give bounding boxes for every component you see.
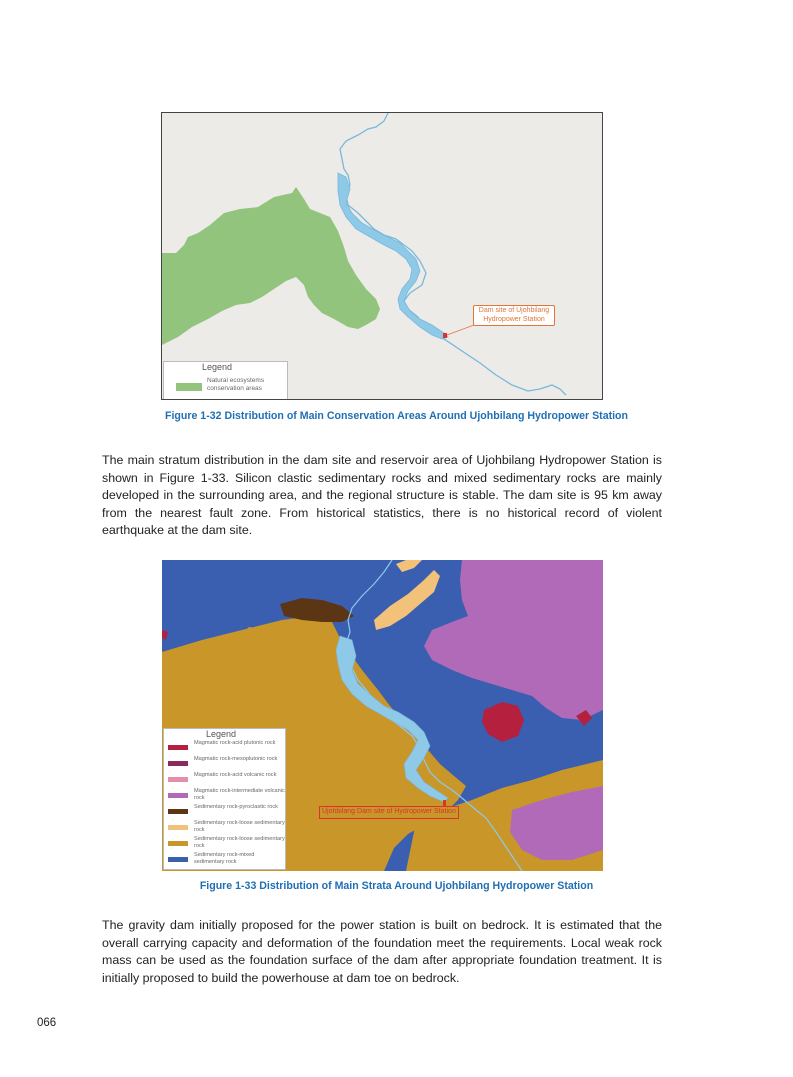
body-paragraph-2: The gravity dam initially proposed for the power station is built on bedrock. It is estimated that the overall carrying capacity and deformation of the foundation meet the requirements. Local weak rock mass can be used as the foundation surface of the dam after appropriate foundation treatment. It is initially proposed to build the powerhouse at dam toe on bedrock.: [102, 918, 662, 985]
river: [340, 113, 566, 395]
legend: [163, 728, 286, 870]
legend-label: Magmatic rock-acid plutonic rock: [194, 740, 276, 746]
legend-title: Legend: [206, 729, 237, 739]
legend-swatch-conservation: [176, 383, 202, 391]
legend-swatch: [168, 793, 188, 798]
stratum-loose-sedimentary-light-strip: [396, 560, 422, 572]
legend-item: [168, 756, 286, 772]
conservation-map-drawing: [162, 113, 603, 400]
stratum-intermediate-volcanic: [424, 560, 603, 720]
legend-label: Sedimentary rock-pyroclastic rock: [194, 804, 278, 810]
legend-item: [168, 836, 286, 852]
figure-caption-1-33: Figure 1-33 Distribution of Main Strata Around Ujohbilang Hydropower Station: [199, 880, 594, 892]
legend-swatch: [168, 825, 188, 830]
stratum-island: [247, 627, 253, 633]
legend-item: [168, 772, 286, 788]
legend-label: Magmatic rock-acid volcanic rock: [194, 772, 277, 778]
page-number: 066: [37, 1017, 57, 1029]
legend-label: Sedimentary rock-loose sedimentary rock: [194, 836, 285, 849]
dam-site-label: Ujohbilang Dam site of Hydropower Station: [319, 806, 459, 819]
legend-item: [168, 740, 286, 756]
label-leader: [447, 325, 474, 335]
strata-map: [162, 560, 603, 871]
legend-item: [168, 852, 286, 868]
legend-label-conservation: Natural ecosystems conservation areas: [207, 377, 265, 392]
stratum-island: [254, 634, 259, 639]
stratum-acid-plutonic-dot: [162, 630, 168, 640]
legend-item: [168, 820, 286, 836]
legend-list: [168, 740, 286, 868]
stratum-loose-sedimentary-light: [374, 570, 440, 630]
legend-item: [168, 788, 286, 804]
stratum-mixed-sedimentary-patch: [352, 618, 376, 638]
dam-site-label: Dam site of Ujohbilang Hydropower Station: [473, 305, 555, 326]
legend-swatch: [168, 841, 188, 846]
legend-label: Sedimentary rock-loose sedimentary rock: [194, 820, 285, 833]
legend-label: Magmatic rock-mesoplutonic rock: [194, 756, 278, 762]
conservation-map: [161, 112, 603, 400]
legend-title: Legend: [202, 362, 233, 372]
legend-swatch: [168, 761, 188, 766]
body-paragraph-1: The main stratum distribution in the dam site and reservoir area of Ujohbilang Hydropower Station is shown in Figure 1-33. Silicon clastic sedimentary rocks and mixed sedimentary rocks are mainly developed in the surrounding area, and the regional structure is stable. The dam site is 95 km away from the nearest fault zone. From historical statistics, there is no historical record of violent earthquake at the dam site.: [102, 453, 662, 538]
legend-swatch: [168, 857, 188, 862]
legend-label: Magmatic rock-intermediate volcanic rock: [194, 788, 285, 801]
stratum-acid-plutonic: [482, 702, 524, 742]
legend-label: Sedimentary rock-mixed sedimentary rock: [194, 852, 255, 865]
legend: [163, 361, 288, 400]
figure-caption-1-32: Figure 1-32 Distribution of Main Conservation Areas Around Ujohbilang Hydropower Station: [164, 410, 629, 422]
legend-swatch: [168, 809, 188, 814]
legend-swatch: [168, 777, 188, 782]
legend-swatch: [168, 745, 188, 750]
stratum-pyroclastic: [280, 598, 354, 622]
legend-item: [168, 804, 286, 820]
dam-marker: [443, 333, 447, 338]
